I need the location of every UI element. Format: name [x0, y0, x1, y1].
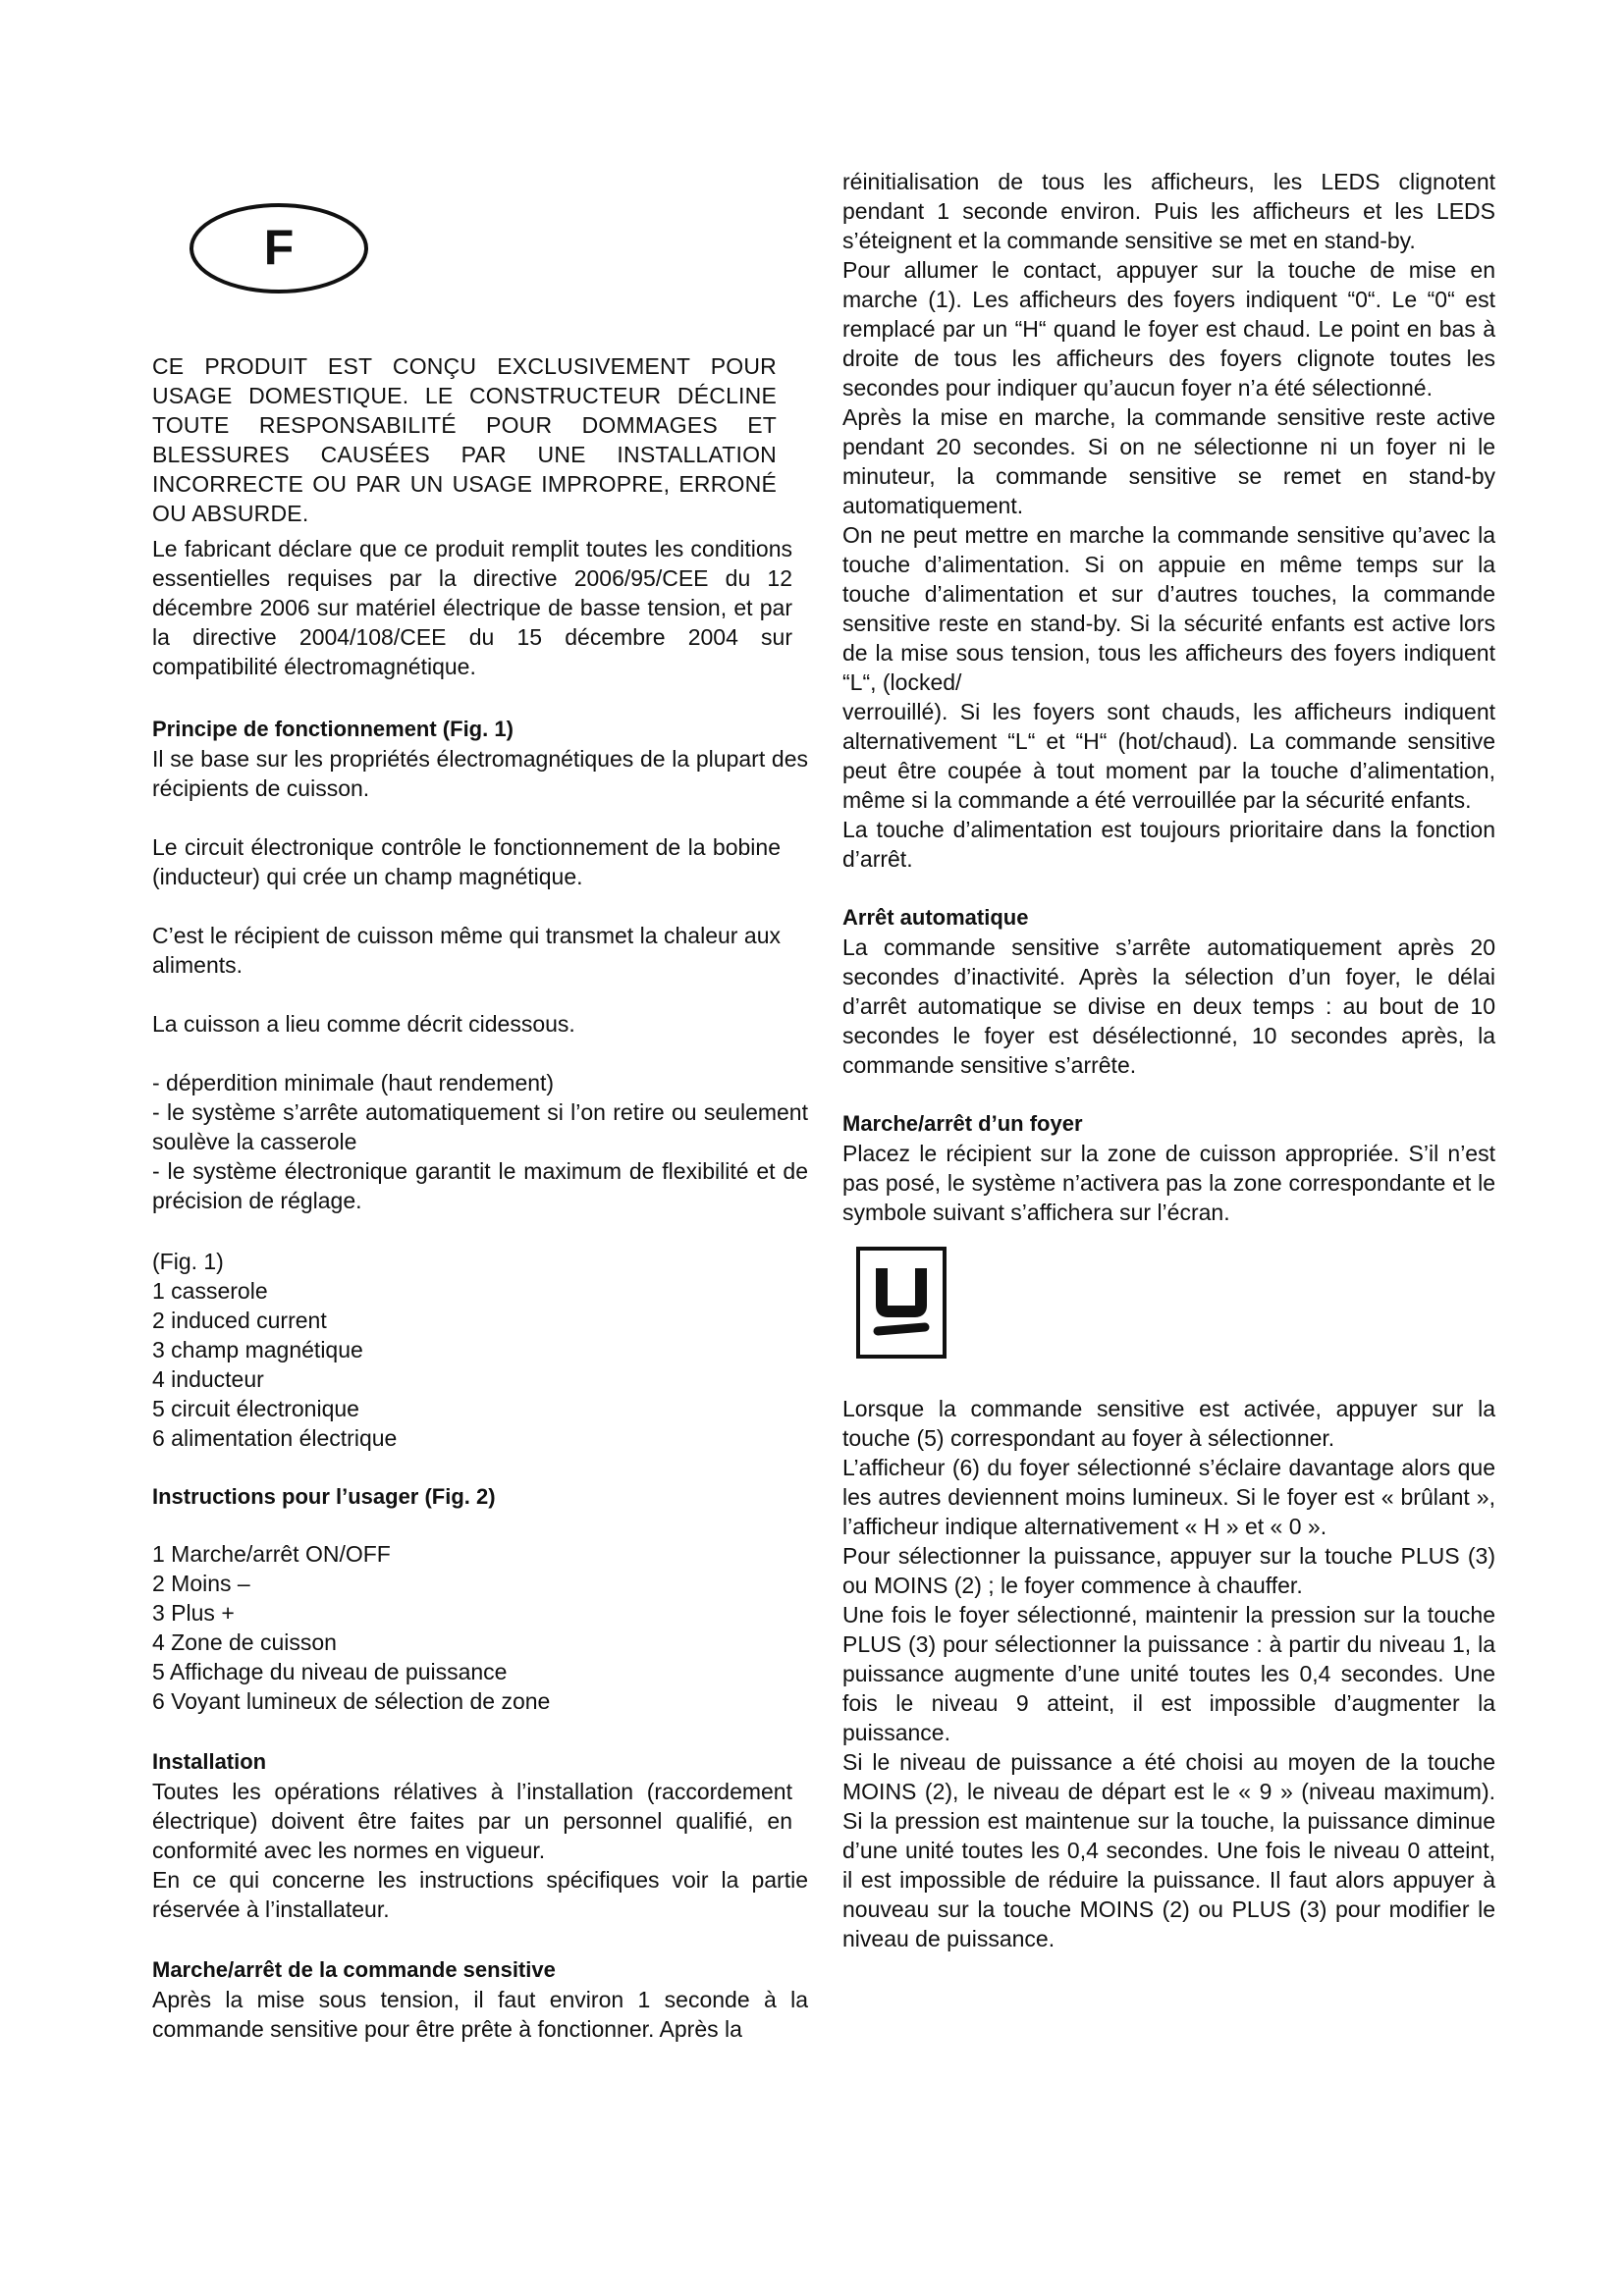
installation-paragraph-1: Toutes les opérations rélatives à l’installation (raccordement électrique) doivent être faites par un personnel qualifié, en conformité avec les normes en vigueur.: [152, 1779, 792, 1863]
safety-warning: CE PRODUIT EST CONÇU EXCLUSIVEMENT POUR USAGE DOMESTIQUE. LE CONSTRUCTEUR DÉCLINE TOUTE RESPONSABILITÉ POUR DOMMAGES ET BLESSURES CAUSÉES PAR UNE INSTALLATION INCORRECTE OU PAR UN USAGE IMPROPRE, ERRONÉ OU ABSURDE.: [152, 353, 777, 526]
zone-on-off-paragraph-4: Pour sélectionner la puissance, appuyer sur la touche PLUS (3) ou MOINS (2) ; le foyer commence à chauffer.: [842, 1543, 1495, 1598]
installation-paragraph-2: En ce qui concerne les instructions spécifiques voir la partie réservée à l’installateur.: [152, 1867, 808, 1922]
list-item: 5 Affichage du niveau de puissance: [152, 1659, 508, 1684]
installation-heading: Installation: [152, 1749, 267, 1774]
zone-on-off-paragraph-3: L’afficheur (6) du foyer sélectionné s’éclaire davantage alors que les autres deviennent moins lumineux. Si le foyer est « brûlant », l’afficheur indique alternativement « H » et « 0 ».: [842, 1455, 1495, 1539]
list-item: - déperdition minimale (haut rendement): [152, 1070, 555, 1095]
principle-paragraph-3: C’est le récipient de cuisson même qui transmet la chaleur aux aliments.: [152, 923, 781, 978]
list-item: 2 induced current: [152, 1308, 327, 1333]
list-item: 2 Moins –: [152, 1571, 250, 1596]
figure-1-legend: [152, 1276, 397, 1453]
power-on-paragraph: Pour allumer le contact, appuyer sur la touche de mise en marche (1). Les afficheurs des foyers indiquent “0“. Le “0“ est remplacé par un “H“ quand le foyer est chaud. Le point en bas à droite de tous les afficheurs des foyers clignote toutes les secondes pour indiquer qu’aucun foyer n’a été sélectionné.: [842, 257, 1495, 400]
principle-paragraph-1: Il se base sur les propriétés électromagnétiques de la plupart des récipients de cuisson.: [152, 746, 808, 801]
principle-heading: Principe de fonctionnement (Fig. 1): [152, 717, 514, 741]
list-item: 1 Marche/arrêt ON/OFF: [152, 1541, 391, 1567]
list-item: 6 Voyant lumineux de sélection de zone: [152, 1688, 551, 1714]
sensor-control-paragraph: Après la mise sous tension, il faut environ 1 seconde à la commande sensitive pour être prête à fonctionner. Après la: [152, 1987, 808, 2042]
active-period-paragraph: Après la mise en marche, la commande sensitive reste active pendant 20 secondes. Si on ne sélectionne ni un foyer ni le minuteur, la commande sensitive se remet en stand-by automatiquement.: [842, 404, 1495, 518]
zone-on-off-paragraph-6: Si le niveau de puissance a été choisi au moyen de la touche MOINS (2), le niveau de départ est le « 9 » (niveau maximum). Si la pression est maintenue sur la touche, la puissance diminue d’une unité toutes les 0,4 secondes. Une fois le niveau 0 atteint, il est impossible de réduire la puissance. Il faut alors appuyer à nouveau sur la touche MOINS (2) ou PLUS (3) pour modifier le niveau de puissance.: [842, 1749, 1495, 1951]
zone-on-off-paragraph-5: Une fois le foyer sélectionné, maintenir la pression sur la touche PLUS (3) pour sélectionner la puissance : à partir du niveau 1, la puissance augmente d’une unité toutes les 0,4 secondes. Une fois le niveau 9 atteint, il est impossible d’augmenter la puissance.: [842, 1602, 1495, 1745]
zone-on-off-heading: Marche/arrêt d’un foyer: [842, 1111, 1083, 1136]
conformity-declaration: Le fabricant déclare que ce produit remplit toutes les conditions essentielles requises par la directive 2006/95/CEE du 12 décembre 2006 sur matériel électrique de basse tension, et par la directive 2004/108/CEE du 15 décembre 2004 sur compatibilité électromagnétique.: [152, 536, 792, 679]
principle-paragraph-2: Le circuit électronique contrôle le fonctionnement de la bobine (inducteur) qui crée un champ magnétique.: [152, 834, 781, 889]
auto-off-paragraph: La commande sensitive s’arrête automatiquement après 20 secondes d’inactivité. Après la sélection d’un foyer, le délai d’arrêt automatique se divise en deux temps : au bout de 10 secondes le foyer est désélectionné, 10 secondes après, la commande sensitive s’arrête.: [842, 934, 1495, 1078]
list-item: - le système électronique garantit le maximum de flexibilité et de précision de réglage.: [152, 1158, 808, 1213]
locked-paragraph: verrouillé). Si les foyers sont chauds, les afficheurs indiquent alternativement “L“ et “H“ (hot/chaud). La commande sensitive peut être coupée à tout moment par la touche d’alimentation, même si la commande a été verrouillée par la sécurité enfants.: [842, 699, 1495, 813]
language-badge-letter: F: [263, 220, 295, 275]
reset-paragraph: réinitialisation de tous les afficheurs, les LEDS clignotent pendant 1 seconde environ. Puis les afficheurs et les LEDS s’éteignent et la commande sensitive se met en stand-by.: [842, 169, 1495, 253]
no-pan-display-icon: [856, 1247, 947, 1359]
power-key-paragraph: On ne peut mettre en marche la commande sensitive qu’avec la touche d’alimentation. Si on appuie en même temps sur la touche d’alimentation et sur d’autres touches, la commande sensitive reste en stand-by. Si la sécurité enfants est active lors de la mise sous tension, tous les afficheurs des foyers indiquent “L“, (locked/: [842, 522, 1495, 695]
language-badge-oval: [187, 199, 371, 297]
list-item: 3 Plus +: [152, 1600, 235, 1626]
instructions-heading: Instructions pour l’usager (Fig. 2): [152, 1484, 496, 1509]
zone-on-off-paragraph-2: Lorsque la commande sensitive est activée, appuyer sur la touche (5) correspondant au foyer à sélectionner.: [842, 1396, 1495, 1451]
list-item: 3 champ magnétique: [152, 1337, 363, 1362]
sensor-control-heading: Marche/arrêt de la commande sensitive: [152, 1957, 556, 1982]
list-item: 4 Zone de cuisson: [152, 1629, 337, 1655]
language-badge: [187, 199, 371, 297]
list-item: 5 circuit électronique: [152, 1396, 359, 1421]
list-item: 1 casserole: [152, 1278, 268, 1304]
list-item: 6 alimentation électrique: [152, 1425, 398, 1451]
auto-off-heading: Arrêt automatique: [842, 905, 1029, 930]
figure-1-label: (Fig. 1): [152, 1249, 224, 1274]
principle-paragraph-4: La cuisson a lieu comme décrit cidessous.: [152, 1011, 575, 1037]
figure-2-legend: [152, 1539, 550, 1716]
zone-on-off-paragraph-1: Placez le récipient sur la zone de cuisson appropriée. S’il n’est pas posé, le système n’activera pas la zone correspondante et le symbole suivant s’affichera sur l’écran.: [842, 1141, 1495, 1225]
priority-paragraph: La touche d’alimentation est toujours prioritaire dans la fonction d’arrêt.: [842, 817, 1495, 872]
list-item: - le système s’arrête automatiquement si l’on retire ou seulement soulève la casserole: [152, 1099, 808, 1154]
feature-list: [152, 1068, 808, 1215]
list-item: 4 inducteur: [152, 1366, 264, 1392]
